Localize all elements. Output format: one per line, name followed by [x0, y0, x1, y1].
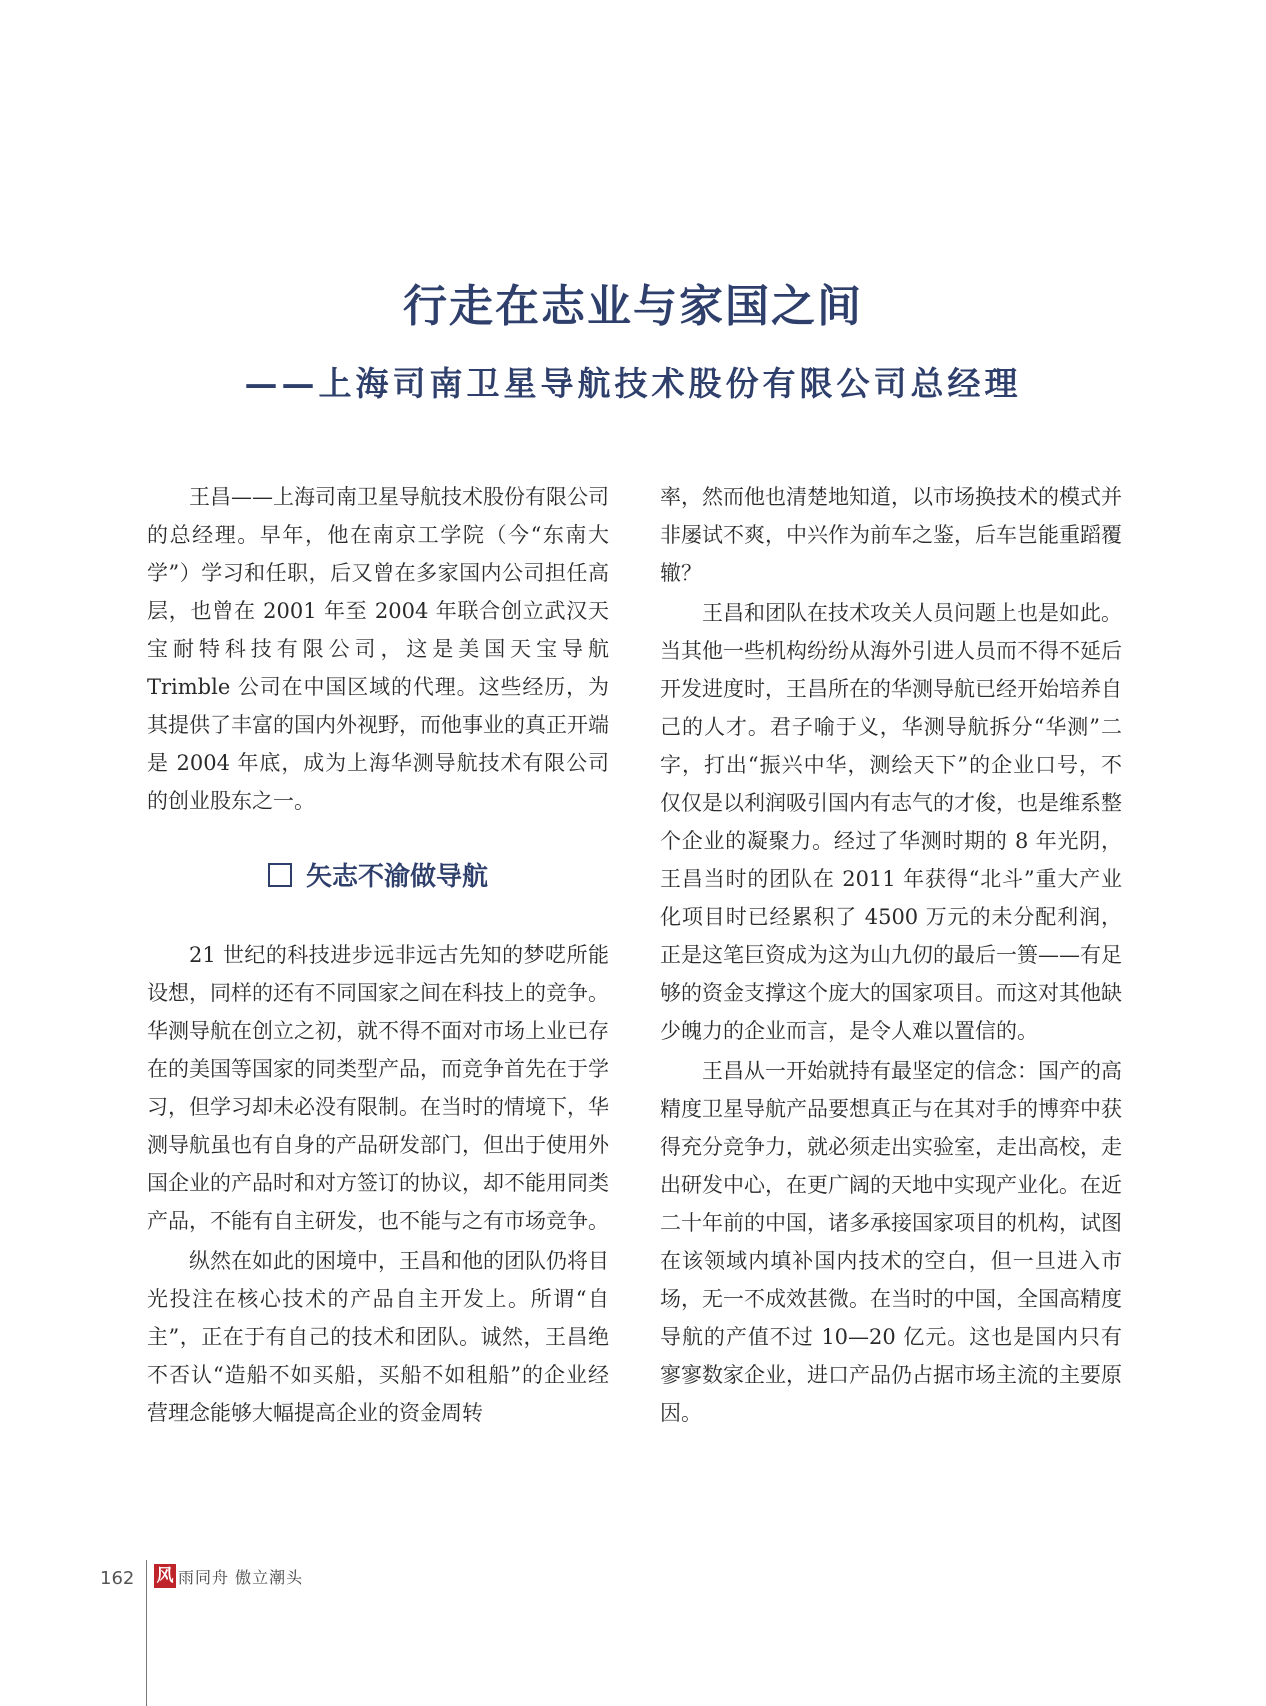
- page-number: 162: [100, 1567, 135, 1589]
- article-title: 行走在志业与家国之间: [403, 281, 863, 332]
- intro-paragraph: 王昌——上海司南卫星导航技术股份有限公司的总经理。早年，他在南京工学院（今“东南大学”）学习和任职，后又曾在多家国内公司担任高层，也曾在 2001 年至 2004 年联合创立武汉天宝耐特科技有限公司，这是美国天宝导航 Trimble 公司在中国区域的代理。这些经历，为其提供了丰富的国内外视野，而他事业的真正开端是 2004 年底，成为上海华测导航技术有限公司的创业股东之一。: [147, 485, 609, 813]
- section-heading: [147, 858, 609, 896]
- square-bullet-icon: [268, 863, 292, 887]
- right-column: [660, 478, 1122, 1434]
- body-paragraph: 王昌从一开始就持有最坚定的信念：国产的高精度卫星导航产品要想真正与在其对手的博弈中获得充分竞争力，就必须走出实验室，走出高校，走出研发中心，在更广阔的天地中实现产业化。在近二十年前的中国，诸多承接国家项目的机构，试图在该领域内填补国内技术的空白，但一旦进入市场，无一不成效甚微。在当时的中国，全国高精度导航的产值不过 10—20 亿元。这也是国内只有寥寥数家企业，进口产品仍占据市场主流的主要原因。: [660, 1059, 1122, 1425]
- left-column: [147, 478, 609, 1434]
- footer-brand: [154, 1564, 303, 1588]
- footer-divider: [146, 1560, 147, 1706]
- continued-paragraph: 率，然而他也清楚地知道，以市场换技术的模式并非屡试不爽，中兴作为前车之鉴，后车岂能重蹈覆辙？: [660, 485, 1122, 585]
- brand-slogan: 雨同舟 傲立潮头: [178, 1567, 304, 1587]
- body-paragraph: 王昌和团队在技术攻关人员问题上也是如此。当其他一些机构纷纷从海外引进人员而不得不延后开发进度时，王昌所在的华测导航已经开始培养自己的人才。君子喻于义，华测导航拆分“华测”二字，打出“振兴中华，测绘天下”的企业口号，不仅仅是以利润吸引国内有志气的才俊，也是维系整个企业的凝聚力。经过了华测时期的 8 年光阴，王昌当时的团队在 2011 年获得“北斗”重大产业化项目时已经累积了 4500 万元的未分配利润，正是这笔巨资成为这为山九仞的最后一篑——有足够的资金支撑这个庞大的国家项目。而这对其他缺少魄力的企业而言，是令人难以置信的。: [660, 601, 1122, 1043]
- body-paragraph: 纵然在如此的困境中，王昌和他的团队仍将目光投注在核心技术的产品自主开发上。所谓“自主”，正在于有自己的技术和团队。诚然，王昌绝不否认“造船不如买船，买船不如租船”的企业经营理念能够大幅提高企业的资金周转: [147, 1249, 609, 1425]
- section-heading-text: 矢志不渝做导航: [305, 862, 488, 892]
- page-footer: [100, 1564, 140, 1592]
- body-paragraph: 21 世纪的科技进步远非远古先知的梦呓所能设想，同样的还有不同国家之间在科技上的竞争。华测导航在创立之初，就不得不面对市场上业已存在的美国等国家的同类型产品，而竞争首先在于学习，但学习却未必没有限制。在当时的情境下，华测导航虽也有自身的产品研发部门，但出于使用外国企业的产品时和对方签订的协议，却不能用同类产品，不能有自主研发，也不能与之有市场竞争。: [147, 943, 609, 1233]
- article-subtitle: ——上海司南卫星导航技术股份有限公司总经理: [244, 364, 1022, 403]
- brand-mark: 风: [154, 1564, 176, 1588]
